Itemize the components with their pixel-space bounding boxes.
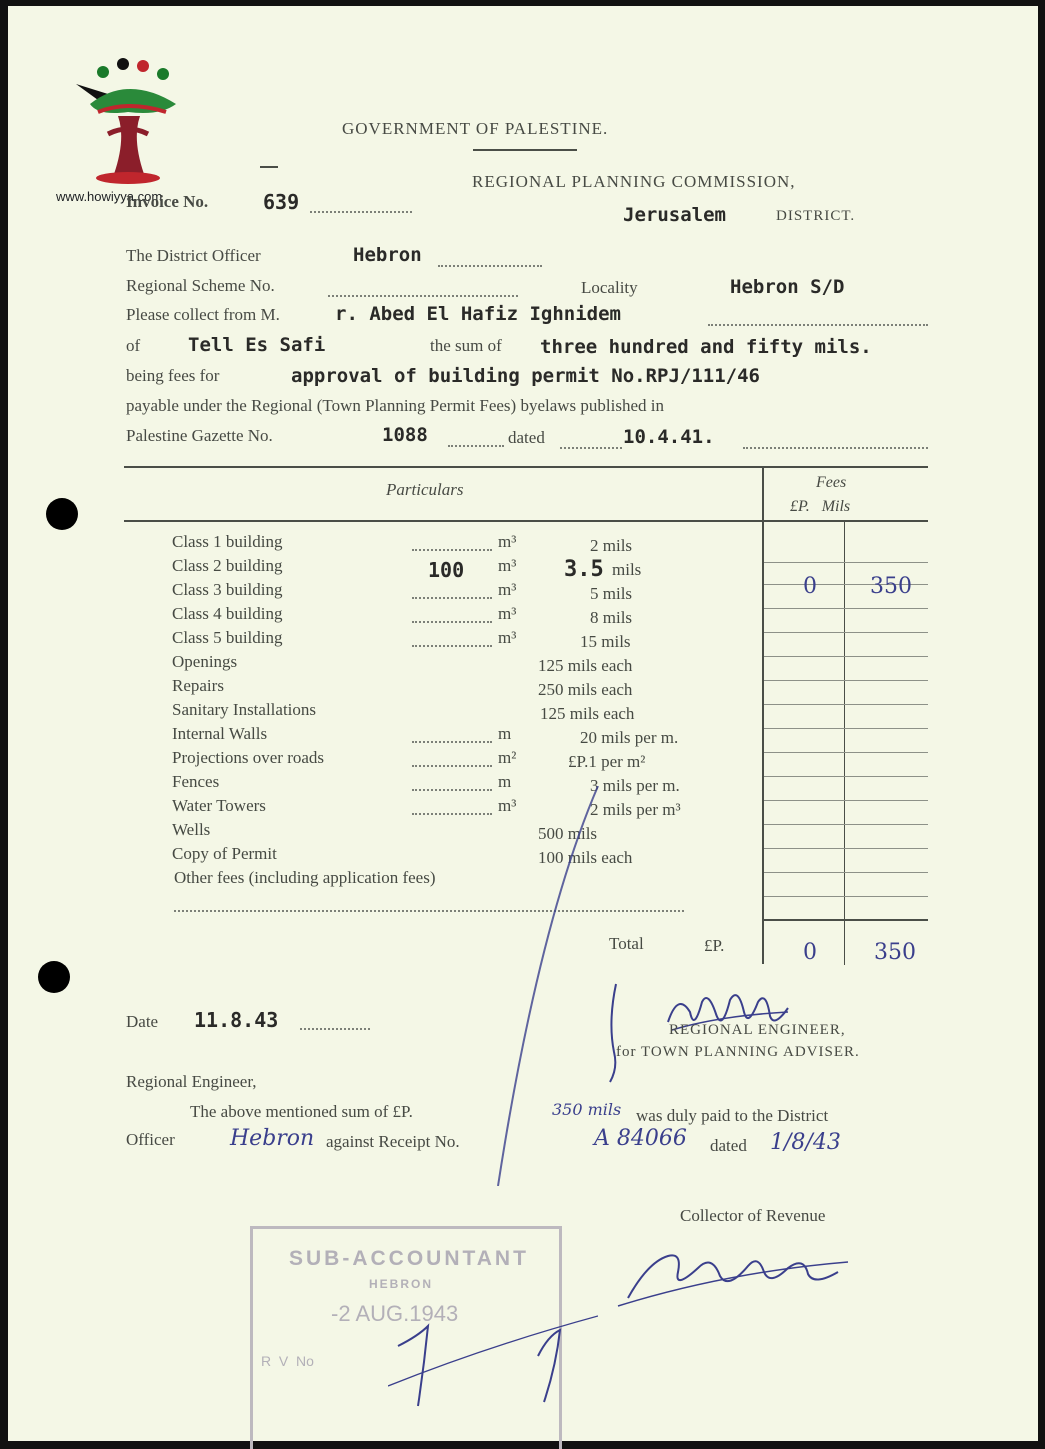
officer-label: Officer xyxy=(126,1130,175,1149)
total-pounds: 0 xyxy=(803,940,817,965)
fees-cell-rule xyxy=(764,632,928,633)
collect-from-value: r. Abed El Hafiz Ighnidem xyxy=(335,303,621,325)
line-fee-mils: 350 xyxy=(870,574,912,599)
table-header-rule xyxy=(124,520,928,522)
row-item: Openings xyxy=(172,652,238,671)
row-item: Sanitary Installations xyxy=(172,700,317,719)
district-officer-label: The District Officer xyxy=(126,246,261,265)
row-leader xyxy=(412,765,492,767)
engineer-title: REGIONAL ENGINEER, xyxy=(669,1022,846,1038)
receipt-dated-label: dated xyxy=(710,1136,747,1155)
dated-dots-right xyxy=(743,447,928,449)
regional-engineer-label: Regional Engineer, xyxy=(126,1072,257,1091)
row-unit: m³ xyxy=(498,604,517,623)
receipt-number: A 84066 xyxy=(594,1126,687,1151)
table-mils-divider xyxy=(844,520,845,965)
row-rate: 15 mils xyxy=(580,632,631,651)
gazette-no-dots xyxy=(448,445,504,447)
stamp-date: -2 AUG.1943 xyxy=(331,1301,459,1326)
row-unit: m xyxy=(498,724,512,743)
punch-hole xyxy=(46,498,78,530)
row-unit: m³ xyxy=(498,556,517,575)
row-rate: 2 mils per m³ xyxy=(590,800,681,819)
particulars-header: Particulars xyxy=(386,480,464,499)
gazette-label: Palestine Gazette No. xyxy=(126,426,273,445)
total-currency: £P. xyxy=(704,936,725,955)
fees-cell-rule xyxy=(764,608,928,609)
row-unit: m xyxy=(498,772,512,791)
row-item: Class 1 building xyxy=(172,532,283,551)
district-label: DISTRICT. xyxy=(776,208,856,224)
row-quantity: 100 xyxy=(428,558,465,582)
watermark-url[interactable]: www.howiyya.com xyxy=(56,189,163,204)
fees-cell-rule xyxy=(764,656,928,657)
collector-signature-icon xyxy=(608,1232,858,1312)
dated-dots-left xyxy=(560,447,622,449)
row-rate: 125 mils each xyxy=(540,704,635,723)
officer-value: Hebron xyxy=(230,1126,315,1151)
receipt-label: against Receipt No. xyxy=(326,1132,460,1151)
row-leader xyxy=(412,741,492,743)
fees-cell-rule xyxy=(764,872,928,873)
locality-label: Locality xyxy=(581,278,638,297)
fees-cell-rule xyxy=(764,704,928,705)
of-value: Tell Es Safi xyxy=(188,334,326,356)
row-rate: 5 mils xyxy=(590,584,633,603)
other-fees-row: Other fees (including application fees) xyxy=(174,868,436,887)
fees-cell-rule xyxy=(764,824,928,825)
heading-rule xyxy=(473,149,577,151)
table-total-rule xyxy=(762,919,928,921)
stamp-line-4: R V No xyxy=(261,1353,314,1369)
scheme-label: Regional Scheme No. xyxy=(126,276,275,295)
district-value: Jerusalem xyxy=(623,204,726,226)
table-fees-divider xyxy=(762,466,764,964)
row-rate: 250 mils each xyxy=(538,680,633,699)
row-leader xyxy=(412,549,492,551)
row-rate: 125 mils each xyxy=(538,656,633,675)
paid-line-text-2: was duly paid to the District xyxy=(636,1106,829,1125)
government-heading: GOVERNMENT OF PALESTINE. xyxy=(342,119,609,138)
row-rate: 8 mils xyxy=(590,608,633,627)
locality-value: Hebron S/D xyxy=(730,276,845,298)
row-rate: 100 mils each xyxy=(538,848,633,867)
row-rate: 500 mils xyxy=(538,824,598,843)
commission-heading: REGIONAL PLANNING COMMISSION, xyxy=(472,172,796,191)
row-unit: m³ xyxy=(498,580,517,599)
row-rate: mils xyxy=(612,560,642,579)
row-leader xyxy=(412,597,492,599)
row-rate: 3 mils per m. xyxy=(590,776,680,795)
row-unit: m³ xyxy=(498,532,517,551)
table-top-rule xyxy=(124,466,928,468)
gazette-date: 10.4.41. xyxy=(623,426,715,448)
punch-hole xyxy=(38,961,70,993)
fees-cell-rule xyxy=(764,562,928,563)
stamp-line-2: HEBRON xyxy=(369,1277,434,1291)
row-item: Copy of Permit xyxy=(172,844,277,863)
line-fee-pounds: 0 xyxy=(803,574,817,599)
row-item: Internal Walls xyxy=(172,724,268,743)
of-label: of xyxy=(126,336,141,355)
fees-cell-rule xyxy=(764,896,928,897)
row-item: Class 4 building xyxy=(172,604,283,623)
fees-for-value: approval of building permit No.RPJ/111/46 xyxy=(291,365,760,387)
byelaws-text: payable under the Regional (Town Planning Permit Fees) byelaws published in xyxy=(126,396,664,415)
row-rate: 20 mils per m. xyxy=(580,728,679,747)
collector-label: Collector of Revenue xyxy=(680,1206,826,1225)
row-item: Projections over roads xyxy=(172,748,325,767)
fees-cell-rule xyxy=(764,728,928,729)
district-officer-value: Hebron xyxy=(353,244,422,266)
sum-label: the sum of xyxy=(430,336,502,355)
fees-for-label: being fees for xyxy=(126,366,220,385)
row-unit: m² xyxy=(498,748,517,767)
dated-label: dated xyxy=(508,428,545,447)
date-label: Date xyxy=(126,1012,159,1031)
fees-cell-rule xyxy=(764,776,928,777)
row-rate-typed: 3.5 xyxy=(564,557,604,582)
adviser-line: for TOWN PLANNING ADVISER. xyxy=(616,1044,860,1060)
date-dots xyxy=(300,1028,370,1030)
fees-cell-rule xyxy=(764,680,928,681)
tree-logo-icon xyxy=(68,54,188,194)
total-mils: 350 xyxy=(874,940,916,965)
scheme-dots xyxy=(328,295,518,297)
row-item: Repairs xyxy=(172,676,224,695)
invoice-dots xyxy=(310,211,412,213)
row-item: Wells xyxy=(172,820,211,839)
collect-dots xyxy=(708,324,928,326)
paid-amount: 350 mils xyxy=(552,1100,622,1119)
paid-line-text: The above mentioned sum of £P. xyxy=(190,1102,413,1121)
row-item: Class 5 building xyxy=(172,628,283,647)
invoice-label: Invoice No. xyxy=(126,192,209,211)
row-leader xyxy=(412,621,492,623)
row-item: Water Towers xyxy=(172,796,266,815)
sum-value: three hundred and fifty mils. xyxy=(540,336,872,358)
row-item: Class 2 building xyxy=(172,556,283,575)
row-item: Class 3 building xyxy=(172,580,283,599)
row-leader xyxy=(412,645,492,647)
collect-label: Please collect from M. xyxy=(126,305,280,324)
gazette-number: 1088 xyxy=(382,424,428,446)
stamp-line-1: SUB-ACCOUNTANT xyxy=(289,1247,529,1270)
fees-cell-rule xyxy=(764,800,928,801)
total-label: Total xyxy=(609,934,644,953)
district-officer-dots xyxy=(438,265,542,267)
dash-mark xyxy=(260,166,278,168)
receipt-date: 1/8/43 xyxy=(770,1130,841,1155)
pen-stroke-icon xyxy=(478,786,618,1186)
row-unit: m³ xyxy=(498,796,517,815)
row-rate: £P.1 per m² xyxy=(568,752,646,771)
fees-subheader: £P. Mils xyxy=(790,498,851,515)
stamp-initials-icon xyxy=(388,1306,598,1416)
row-rate: 2 mils xyxy=(590,536,633,555)
fees-cell-rule xyxy=(764,752,928,753)
row-item: Fences xyxy=(172,772,220,791)
row-unit: m³ xyxy=(498,628,517,647)
fees-header: Fees xyxy=(816,474,847,491)
fees-cell-rule xyxy=(764,848,928,849)
date-value: 11.8.43 xyxy=(194,1008,279,1032)
invoice-number: 639 xyxy=(263,190,300,214)
invoice-document xyxy=(8,6,1038,1441)
